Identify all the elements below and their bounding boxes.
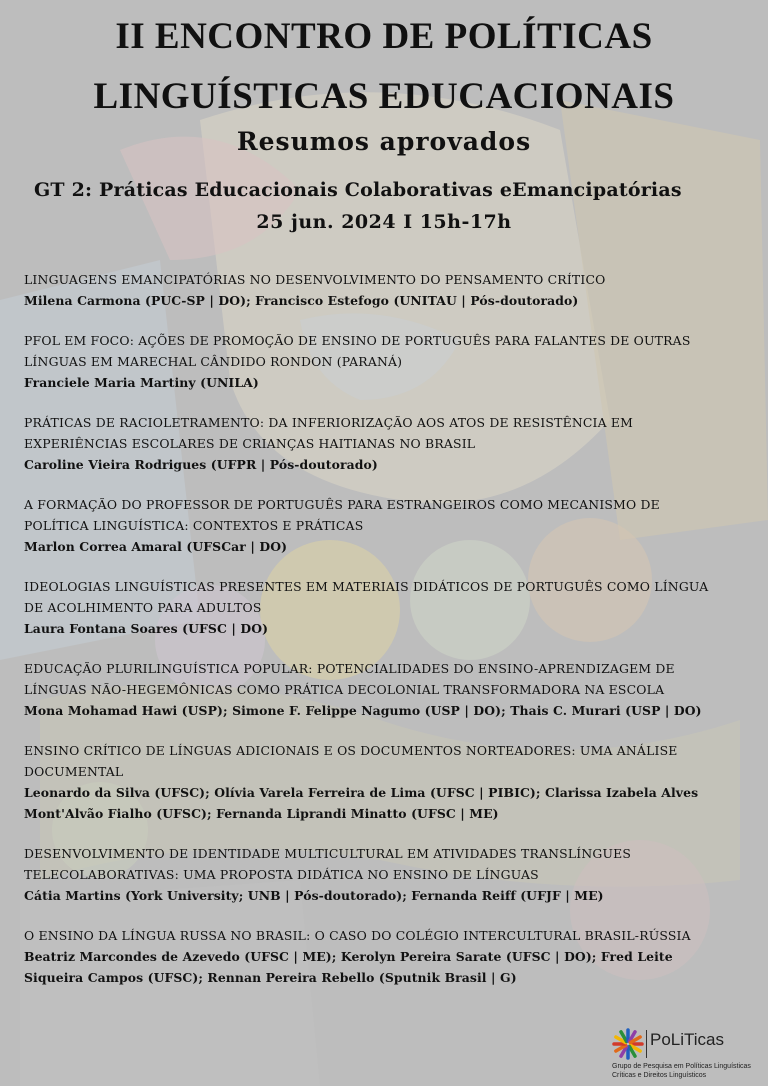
abstract-title-line: PRÁTICAS DE RACIOLETRAMENTO: DA INFERIORIZAÇÃO AOS ATOS DE RESISTÊNCIA EM (24, 415, 634, 430)
abstract-authors-line: Leonardo da Silva (UFSC); Olívia Varela Ferreira de Lima (UFSC | PIBIC); Clarissa Izabela Alves (24, 785, 699, 800)
abstract-title-line: EDUCAÇÃO PLURILINGUÍSTICA POPULAR: POTENCIALIDADES DO ENSINO-APRENDIZAGEM DE (24, 661, 675, 676)
abstract-entry (24, 269, 734, 311)
abstract-title-line: O ENSINO DA LÍNGUA RUSSA NO BRASIL: O CASO DO COLÉGIO INTERCULTURAL BRASIL-RÚSSIA (24, 928, 691, 943)
abstract-entry (24, 330, 734, 393)
abstract-authors-line: Mona Mohamad Hawi (USP); Simone F. Felippe Nagumo (USP | DO); Thais C. Murari (USP | DO) (24, 703, 702, 718)
subtitle: Resumos aprovados (236, 127, 532, 156)
abstract-entry (24, 576, 734, 639)
abstract-authors-line: Beatriz Marcondes de Azevedo (UFSC | ME); Kerolyn Pereira Sarate (UFSC | DO); Fred Leite (24, 949, 673, 964)
abstract-entry (24, 843, 734, 906)
abstract-authors-line: Franciele Maria Martiny (UNILA) (24, 375, 259, 390)
abstract-title-line: DE ACOLHIMENTO PARA ADULTOS (24, 600, 262, 615)
logo-icon (612, 1028, 644, 1060)
abstract-title-line: TELECOLABORATIVAS: UMA PROPOSTA DIDÁTICA NO ENSINO DE LÍNGUAS (24, 867, 539, 882)
abstract-authors-line: Laura Fontana Soares (UFSC | DO) (24, 621, 269, 636)
abstract-title-line: LINGUAGENS EMANCIPATÓRIAS NO DESENVOLVIMENTO DO PENSAMENTO CRÍTICO (24, 272, 606, 287)
logo-description-line: Grupo de Pesquisa em Políticas Linguísticas (612, 1063, 751, 1070)
abstract-title-line: A FORMAÇÃO DO PROFESSOR DE PORTUGUÊS PARA ESTRANGEIROS COMO MECANISMO DE (24, 497, 660, 512)
abstract-title-line: LÍNGUAS EM MARECHAL CÂNDIDO RONDON (PARANÁ) (24, 354, 403, 369)
abstract-title-line: ENSINO CRÍTICO DE LÍNGUAS ADICIONAIS E OS DOCUMENTOS NORTEADORES: UMA ANÁLISE (24, 743, 678, 758)
abstract-entry (24, 925, 734, 988)
logo-name: PoLiTicas (650, 1030, 725, 1049)
abstract-authors-line: Milena Carmona (PUC-SP | DO); Francisco Estefogo (UNITAU | Pós-doutorado) (24, 293, 579, 308)
session-date: 25 jun. 2024 I 15h-17h (256, 211, 512, 233)
abstract-title-line: POLÍTICA LINGUÍSTICA: CONTEXTOS E PRÁTICAS (24, 518, 364, 533)
logo-description (612, 1062, 762, 1080)
abstract-title-line: IDEOLOGIAS LINGUÍSTICAS PRESENTES EM MATERIAIS DIDÁTICOS DE PORTUGUÊS COMO LÍNGUA (24, 579, 709, 594)
abstract-entry (24, 412, 734, 475)
abstract-title-line: EXPERIÊNCIAS ESCOLARES DE CRIANÇAS HAITIANAS NO BRASIL (24, 436, 476, 451)
abstracts-list (24, 269, 734, 1007)
abstract-authors-line: Mont'Alvão Fialho (UFSC); Fernanda Liprandi Minatto (UFSC | ME) (24, 806, 499, 821)
abstract-title-line: PFOL EM FOCO: AÇÕES DE PROMOÇÃO DE ENSINO DE PORTUGUÊS PARA FALANTES DE OUTRAS (24, 333, 691, 348)
abstract-authors-line: Caroline Vieira Rodrigues (UFPR | Pós-doutorado) (24, 457, 378, 472)
abstract-entry (24, 740, 734, 824)
abstract-title-line: DESENVOLVIMENTO DE IDENTIDADE MULTICULTURAL EM ATIVIDADES TRANSLÍNGUES (24, 846, 632, 861)
event-title-line-2: LINGUÍSTICAS EDUCACIONAIS (93, 76, 675, 117)
abstract-authors-line: Marlon Correa Amaral (UFSCar | DO) (24, 539, 288, 554)
abstract-entry (24, 494, 734, 557)
abstract-authors-line: Siqueira Campos (UFSC); Rennan Pereira Rebello (Sputnik Brasil | G) (24, 970, 517, 985)
abstract-entry (24, 658, 734, 721)
abstract-title-line: DOCUMENTAL (24, 764, 124, 779)
logo-divider (646, 1030, 647, 1058)
event-title-line-1: II ENCONTRO DE POLÍTICAS (115, 16, 653, 57)
abstract-title-line: LÍNGUAS NÃO-HEGEMÔNICAS COMO PRÁTICA DECOLONIAL TRANSFORMADORA NA ESCOLA (24, 682, 665, 697)
group-logo (612, 1026, 762, 1082)
working-group-title: GT 2: Práticas Educacionais Colaborativas eEmancipatórias (34, 179, 682, 201)
logo-description-line: Críticas e Direitos Linguísticos (612, 1072, 707, 1079)
abstract-authors-line: Cátia Martins (York University; UNB | Pós-doutorado); Fernanda Reiff (UFJF | ME) (24, 888, 604, 903)
